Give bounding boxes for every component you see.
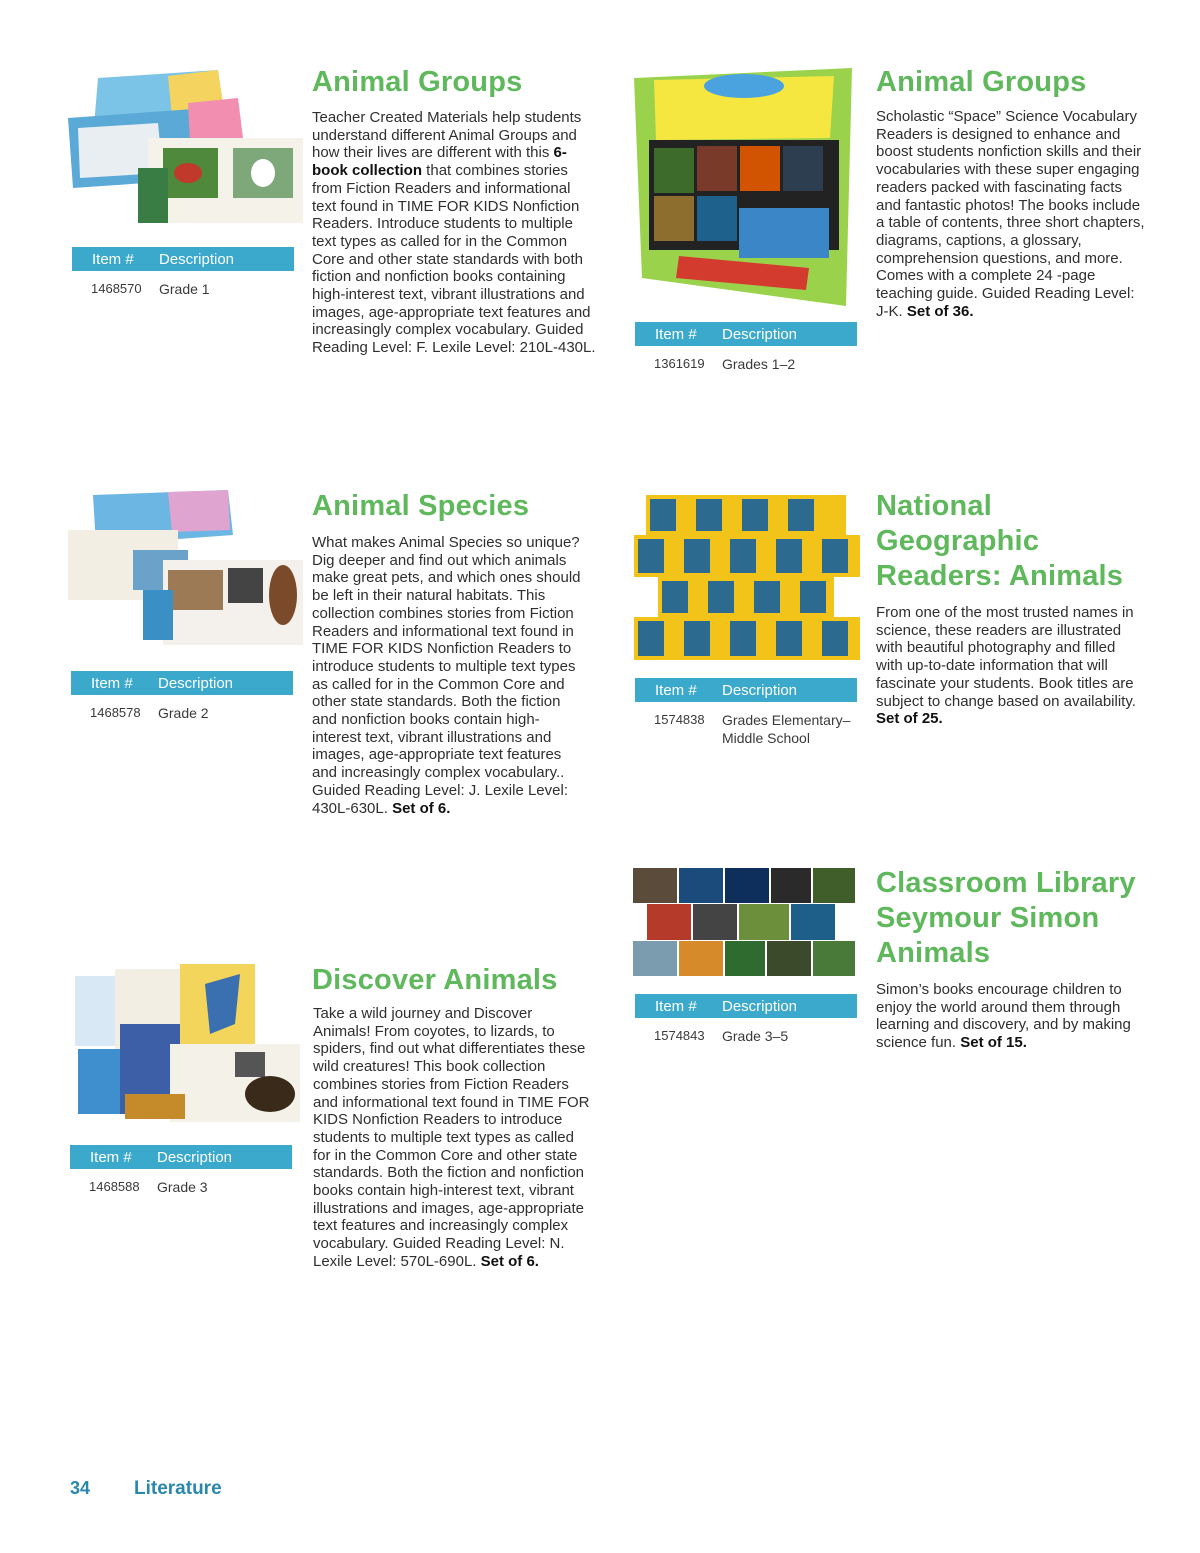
item-description: Grade 2 [158, 705, 209, 721]
highlight-text: 6-book collection [312, 144, 567, 180]
set-count-text: Set of 36. [906, 302, 974, 320]
item-table [71, 671, 293, 722]
description-column-header: Description [722, 997, 798, 1015]
item-table-header [70, 1145, 292, 1169]
item-row [72, 280, 294, 298]
item-description: Grades Elementary– Middle School [722, 712, 851, 746]
description-column-header: Description [159, 250, 235, 268]
product-description: Take a wild journey and Discover Animals! From coyotes, to lizards, to spiders, find out what differentiates these wild creatures! This book collection combines stories from Fiction Readers and informational text found in TIME FOR KIDS Nonfiction Readers to introduce students to multiple text types as called for in the Common Core and other state standards. Both the fiction and nonfiction books contain high-interest text, vibrant illustrations and images, age-appropriate text features and increasingly complex vocabulary. Guided Reading Level: N. Lexile Level: 570L-690L. Set of 6. [313, 1005, 590, 1270]
product-description: From one of the most trusted names in science, these readers are illustrated with beautiful photography and filled with up-to-date information that will fascinate your students. Book titles are subject to change based on availability. Set of 25. [876, 604, 1136, 728]
item-row [635, 355, 857, 373]
product-title: Animal Groups [876, 66, 1087, 98]
description-column-header: Description [722, 325, 798, 343]
item-number: 1361619 [654, 356, 705, 371]
item-column-header: Item # [91, 674, 133, 692]
product-title: Animal Species [312, 490, 530, 522]
description-column-header: Description [157, 1148, 233, 1166]
set-count-text: Set of 25. [876, 710, 943, 728]
item-number: 1574838 [654, 712, 705, 727]
animal-groups-tcm-books-image [68, 68, 303, 228]
seymour-simon-books-image [633, 868, 855, 976]
description-column-header: Description [158, 674, 234, 692]
product-description: Teacher Created Materials help students understand different Animal Groups and how their lives are different with this 6-book collection that combines stories from Fiction Readers and informational text found in TIME FOR KIDS Nonfiction Readers. Introduce students to multiple text types as called for in the Common Core and other state standards with both fiction and nonfiction books containing high-interest text, vibrant illustrations and images, age-appropriate text features and increasingly complex vocabulary. Guided Reading Level: F. Lexile Level: 210L-430L. [312, 109, 596, 357]
product-title: Discover Animals [312, 964, 558, 996]
item-column-header: Item # [655, 997, 697, 1015]
product-title: National Geographic Readers: Animals [876, 490, 1124, 592]
section-label: Literature [134, 1478, 222, 1499]
product-description: Simon’s books encourage children to enjoy the world around them through learning and discovery, and by making science fun. Set of 15. [876, 981, 1131, 1052]
description-column-header: Description [722, 681, 798, 699]
item-row [71, 704, 293, 722]
item-table [70, 1145, 292, 1196]
set-count-text: Set of 6. [392, 799, 451, 817]
item-number: 1468588 [89, 1179, 140, 1194]
item-column-header: Item # [90, 1148, 132, 1166]
item-description: Grade 3–5 [722, 1028, 789, 1044]
animal-species-books-image [68, 490, 303, 650]
item-description: Grade 1 [159, 281, 210, 297]
national-geographic-readers-image [634, 493, 860, 660]
item-row [635, 711, 857, 747]
set-count-text: Set of 6. [480, 1252, 539, 1270]
item-column-header: Item # [655, 681, 697, 699]
item-table-header [71, 671, 293, 695]
item-table [635, 322, 857, 373]
item-row [635, 1027, 857, 1045]
discover-animals-books-image [70, 964, 302, 1126]
scholastic-animal-groups-box-image [634, 68, 852, 306]
set-count-text: Set of 15. [960, 1034, 1027, 1052]
product-title: Animal Groups [312, 66, 523, 98]
item-number: 1574843 [654, 1028, 705, 1043]
item-description: Grade 3 [157, 1179, 208, 1195]
item-table-header [635, 322, 857, 346]
product-description: Scholastic “Space” Science Vocabulary Readers is designed to enhance and boost students nonfiction skills and their vocabularies with these super engaging readers packed with fascinating facts and fantastic photos! The books include a table of contents, three short chapters, diagrams, captions, a glossary, comprehension questions, and more. Comes with a complete 24 -page teaching guide. Guided Reading Level: J-K. Set of 36. [876, 108, 1145, 320]
item-column-header: Item # [655, 325, 697, 343]
item-table [635, 994, 857, 1045]
item-table-header [635, 994, 857, 1018]
product-description: What makes Animal Species so unique? Dig deeper and find out which animals make great pets, and which ones should be left in their natural habitats. This collection combines stories from Fiction Readers and informational text found in TIME FOR KIDS Nonfiction Readers to introduce students to multiple text types as called for in the Common Core and other state standards. Both the fiction and nonfiction books contain high-interest text, vibrant illustrations and images, age-appropriate text features and increasingly complex vocabulary.. Guided Reading Level: J. Lexile Level: 430L-630L. Set of 6. [312, 534, 581, 817]
item-description: Grades 1–2 [722, 356, 796, 372]
page-number: 34 [70, 1478, 91, 1498]
item-table [72, 247, 294, 298]
product-title: Classroom Library Seymour Simon Animals [876, 867, 1136, 969]
item-column-header: Item # [92, 250, 134, 268]
item-number: 1468578 [90, 705, 141, 720]
item-number: 1468570 [91, 281, 142, 296]
item-table-header [635, 678, 857, 702]
item-row [70, 1178, 292, 1196]
item-table-header [72, 247, 294, 271]
item-table [635, 678, 857, 747]
